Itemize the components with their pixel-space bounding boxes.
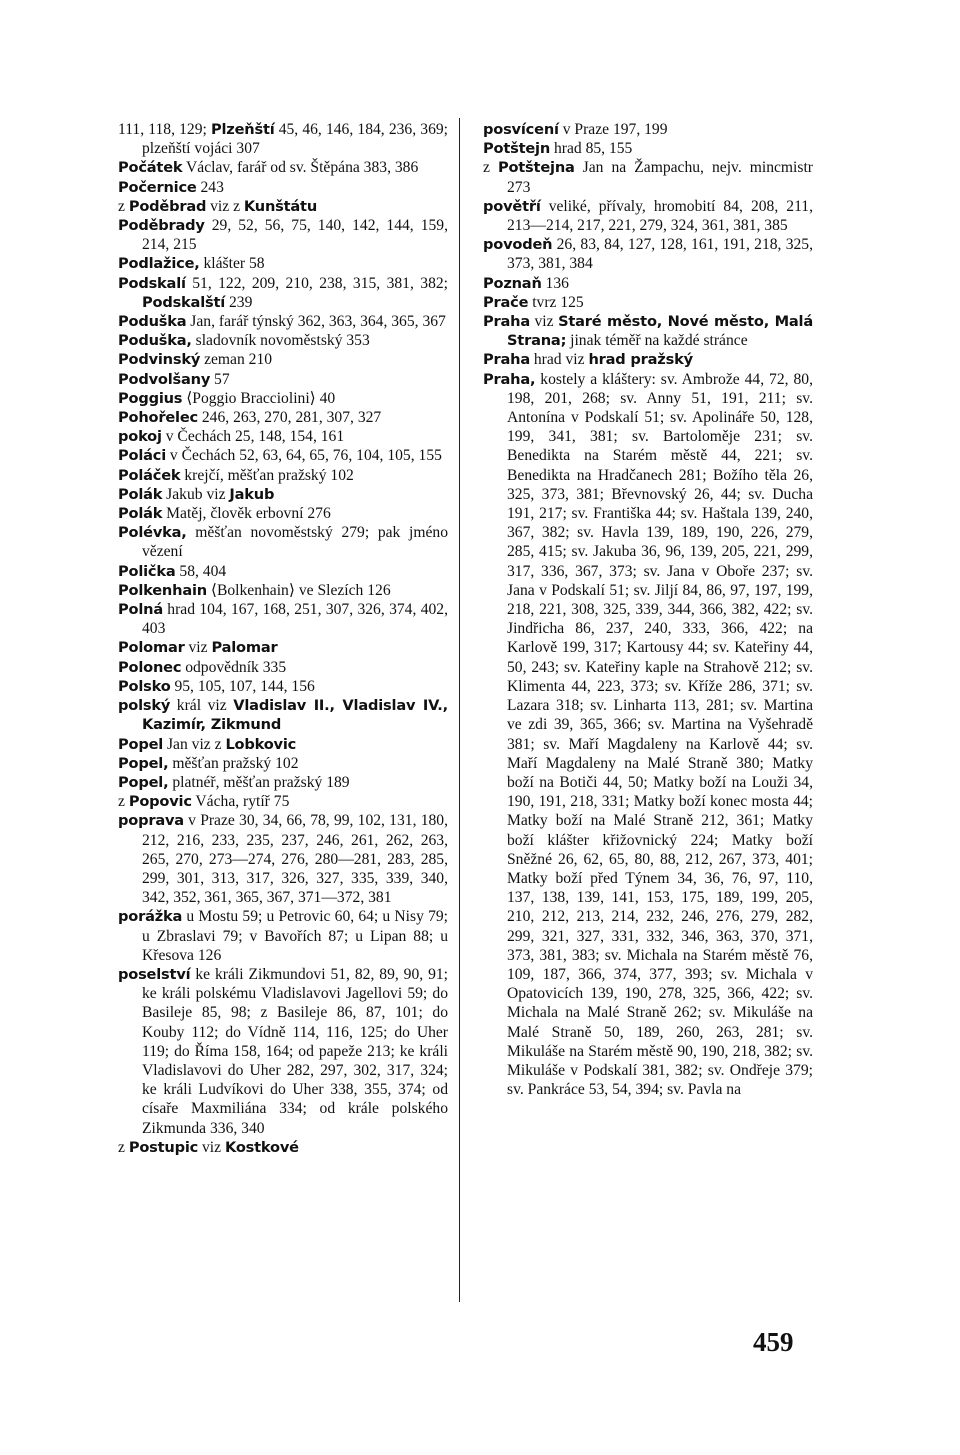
entry-headword: Pohořelec	[118, 409, 198, 427]
index-entry	[483, 120, 813, 139]
entry-headword: Polsko	[118, 677, 171, 695]
entry-headword: Popel,	[118, 754, 169, 772]
index-entry	[118, 331, 448, 350]
entry-text: v Čechách 25, 148, 154, 161	[161, 428, 345, 446]
index-entry	[118, 350, 448, 369]
index-entry	[118, 562, 448, 581]
page-number: 459	[753, 1327, 794, 1357]
index-entry	[483, 293, 813, 312]
index-entry	[118, 754, 448, 773]
entry-text: u Mostu 59; u Petrovic 60, 64; u Nisy 79; u Zbraslavi 79; v Bavořích 87; u Lipan 88; u Křesova 126	[142, 908, 448, 964]
entry-headword: poselství	[118, 965, 191, 983]
entry-headword: Podlažice,	[118, 255, 200, 273]
entry-text: Jan viz z	[163, 735, 226, 753]
entry-text: Jan na Žampachu, nejv. mincmistr 273	[507, 159, 813, 196]
entry-headword: posvícení	[483, 121, 559, 138]
index-entry	[118, 254, 448, 273]
entry-text: 51, 122, 209, 210, 238, 315, 381, 382;	[185, 274, 448, 292]
entry-headword: pokoj	[118, 428, 162, 446]
index-entry	[118, 197, 448, 216]
entry-text: z	[483, 159, 498, 177]
entry-headword: poprava	[118, 812, 184, 830]
index-entry	[118, 638, 448, 657]
entry-text: Jakub viz	[162, 485, 230, 503]
entry-text: hrad viz	[529, 351, 589, 369]
entry-headword: Polévka,	[118, 524, 187, 542]
entry-headword: Polkenhain	[118, 581, 207, 599]
entry-headword: Podvolšany	[118, 370, 211, 388]
entry-text: v Čechách 52, 63, 64, 65, 76, 104, 105, 155	[166, 447, 442, 465]
index-entry	[483, 274, 813, 293]
index-entry	[118, 792, 448, 811]
entry-headword: povodeň	[483, 236, 553, 254]
index-entry	[483, 235, 813, 273]
entry-text: zeman 210	[200, 351, 273, 369]
entry-text: ⟨Poggio Bracciolini⟩ 40	[182, 389, 336, 407]
index-entry	[118, 446, 448, 465]
index-entry	[118, 811, 448, 907]
entry-text: platnéř, měšťan pražský 189	[168, 773, 350, 791]
entry-headword: Vladislav II., Vladislav IV., Kazimír, Zikmund	[142, 697, 448, 734]
entry-text: viz z	[206, 197, 244, 215]
index-entry	[483, 350, 813, 369]
entry-headword: Kunštátu	[243, 197, 318, 215]
entry-headword: Poduška	[118, 313, 187, 331]
index-entry	[118, 735, 448, 754]
entry-headword: Podskalí	[118, 274, 186, 292]
left-index-column	[118, 120, 448, 1157]
entry-headword: Kostkové	[224, 1138, 299, 1156]
entry-text: 239	[225, 293, 253, 311]
index-entry	[483, 158, 813, 196]
entry-headword: Popovic	[128, 793, 192, 811]
entry-headword: Poděbrady	[118, 217, 205, 235]
entry-text: jinak téměř na každé stránce	[566, 332, 748, 350]
right-index-column	[483, 120, 813, 1099]
entry-text: odpovědník 335	[181, 658, 287, 676]
entry-headword: Jakub	[229, 485, 275, 503]
index-entry	[118, 274, 448, 312]
entry-text: viz	[529, 313, 559, 331]
index-entry	[118, 370, 448, 389]
entry-headword: Poznaň	[483, 274, 542, 292]
entry-headword: povětří	[483, 197, 541, 215]
entry-headword: porážka	[118, 908, 183, 926]
entry-text: z	[118, 197, 129, 215]
entry-text: Vácha, rytíř 75	[191, 793, 290, 811]
entry-text: viz	[198, 1138, 225, 1156]
entry-text: hrad 85, 155	[550, 140, 633, 158]
entry-headword: Počátek	[118, 159, 183, 177]
index-entry	[483, 139, 813, 158]
entry-headword: polský	[118, 697, 171, 715]
entry-headword: Polomar	[118, 639, 185, 657]
index-entry	[118, 312, 448, 331]
entry-text: z	[118, 1138, 129, 1156]
entry-text: 45, 46, 146, 184, 236, 369; plzeňští vojáci 307	[142, 121, 448, 158]
entry-text: 26, 83, 84, 127, 128, 161, 191, 218, 325, 373, 381, 384	[507, 236, 813, 273]
index-entry	[118, 485, 448, 504]
entry-headword: Plzeňští	[211, 121, 275, 138]
entry-text: 136	[541, 274, 569, 292]
entry-headword: Poláček	[118, 466, 181, 484]
entry-text: tvrz 125	[528, 293, 584, 311]
index-entry	[118, 696, 448, 734]
index-entry	[118, 120, 448, 158]
entry-text: ke králi Zikmundovi 51, 82, 89, 90, 91; ke králi polskému Vladislavovi Jagellovi 59; do Basileje 85, 98; z Basileje 86, 87, 101; do Kouby 112; do Vídně 114, 116, 125; do Uher 119; do Říma 158, 164; od papeže 213; ke králi Vladislavovi do Uher 282, 297, 302, 317, 324; ke králi Ludvíkovi do Uher 338, 355, 374; od císaře Maxmiliána 334; od krále polského Zikmunda 336, 340	[142, 965, 448, 1137]
entry-text: měšťan novoměstský 279; pak jméno vězení	[142, 524, 448, 561]
entry-headword: Podskalští	[142, 293, 226, 311]
index-entry	[118, 773, 448, 792]
index-entry	[483, 197, 813, 235]
entry-text: 58, 404	[175, 562, 227, 580]
entry-headword: Popel,	[118, 773, 169, 791]
entry-text: viz	[184, 639, 212, 657]
index-entry	[118, 178, 448, 197]
index-entry	[118, 427, 448, 446]
entry-text: v Praze 197, 199	[558, 121, 668, 138]
entry-headword: Lobkovic	[225, 735, 297, 753]
index-entry	[118, 389, 448, 408]
entry-headword: Potštejn	[483, 140, 551, 158]
entry-headword: hrad pražský	[588, 351, 693, 369]
entry-text: v Praze 30, 34, 66, 78, 99, 102, 131, 180, 212, 216, 233, 235, 237, 246, 261, 262, 263, 265, 270, 273—274, 276, 280—281, 283, 285, 299, 301, 313, 317, 326, 327, 335, 339, 340, 342, 352, 361, 365, 367, 371—372, 381	[142, 812, 448, 907]
entry-headword: Poděbrad	[128, 197, 207, 215]
index-entry	[483, 312, 813, 350]
index-entry	[118, 504, 448, 523]
entry-headword: Praha,	[483, 370, 536, 388]
entry-headword: Popel	[118, 735, 164, 753]
index-entry	[118, 658, 448, 677]
entry-text: veliké, přívaly, hromobití 84, 208, 211, 213—214, 217, 221, 279, 324, 361, 381, 385	[507, 197, 813, 235]
entry-headword: Praha	[483, 313, 530, 331]
entry-text: klášter 58	[199, 255, 265, 273]
entry-text: 95, 105, 107, 144, 156	[170, 677, 315, 695]
entry-text: sladovník novoměstský 353	[191, 332, 370, 350]
entry-headword: Potštejna	[497, 159, 575, 177]
index-entry	[118, 523, 448, 561]
index-entry	[118, 965, 448, 1138]
entry-text: 57	[210, 370, 230, 388]
entry-headword: Prače	[483, 293, 529, 311]
entry-text: 29, 52, 56, 75, 140, 142, 144, 159, 214, 215	[142, 217, 448, 254]
index-entry	[118, 907, 448, 965]
entry-text: ⟨Bolkenhain⟩ ve Slezích 126	[206, 581, 391, 599]
entry-headword: Poduška,	[118, 332, 192, 350]
entry-headword: Postupic	[128, 1138, 199, 1156]
entry-text: 111, 118, 129;	[118, 121, 211, 138]
entry-headword: Palomar	[211, 639, 278, 657]
index-entry	[483, 370, 813, 1100]
index-entry	[118, 408, 448, 427]
entry-headword: Polák	[118, 485, 163, 503]
entry-headword: Počernice	[118, 178, 197, 196]
index-entry	[118, 466, 448, 485]
index-entry	[118, 600, 448, 638]
entry-headword: Staré město, Nové město, Malá Strana;	[507, 313, 813, 350]
entry-text: 246, 263, 270, 281, 307, 327	[197, 409, 382, 427]
entry-headword: Polonec	[118, 658, 182, 676]
entry-text: Václav, farář od sv. Štěpána 383, 386	[182, 159, 419, 177]
entry-headword: Polná	[118, 601, 163, 619]
entry-headword: Polička	[118, 562, 176, 580]
entry-headword: Praha	[483, 351, 530, 369]
entry-headword: Polák	[118, 505, 163, 523]
entry-text: 243	[196, 178, 224, 196]
entry-headword: Podvinský	[118, 351, 201, 369]
index-entry	[118, 677, 448, 696]
entry-text: Matěj, člověk erbovní 276	[162, 505, 331, 523]
entry-headword: Poláci	[118, 447, 167, 465]
index-entry	[118, 581, 448, 600]
entry-text: král viz	[170, 697, 234, 715]
column-divider	[459, 118, 460, 1302]
entry-text: krejčí, měšťan pražský 102	[180, 466, 354, 484]
entry-text: Jan, farář týnský 362, 363, 364, 365, 367	[186, 313, 446, 331]
entry-text: z	[118, 793, 129, 811]
index-entry	[118, 216, 448, 254]
entry-text: měšťan pražský 102	[168, 754, 299, 772]
entry-text: hrad 104, 167, 168, 251, 307, 326, 374, 402, 403	[142, 601, 448, 638]
entry-text: kostely a kláštery: sv. Ambrože 44, 72, 80, 198, 201, 268; sv. Anny 51, 191, 211; sv. Antonína v Podskalí 51; sv. Apolináře 50, 128, 199, 341, 381; sv. Bartoloměje 231; sv. Benedikta na Starém městě 44, 221; sv. Benedikta na Hradčanech 281; Božího těla 26, 325, 373, 381; Břevnovský 26, 44; sv. Ducha 191, 217; sv. Františka 44; sv. Haštala 139, 240, 367, 382; sv. Havla 139, 189, 190, 226, 279, 285, 415; sv. Jakuba 36, 96, 139, 205, 221, 299, 317, 336, 367, 373; sv. Jana v Oboře 237; sv. Jana v Podskalí 51; sv. Jiljí 84, 86, 97, 197, 199, 218, 221, 308, 325, 339, 344, 366, 382, 422; sv. Jindřicha 86, 237, 240, 333, 366, 422; na Karlově 199, 317; Kartousy 44; sv. Kateřiny 44, 50, 243; sv. Kateřiny kaple na Strahově 212; sv. Klimenta 44, 223, 373; sv. Kříže 286, 371; sv. Lazara 318; sv. Linharta 113, 281; sv. Martina ve zdi 39, 365, 366; sv. Martina na Vyšehradě 381; sv. Maří Magdaleny na Karlově 44; sv. Maří Magdaleny na Malé Straně 380; Matky boží na Botiči 44, 50; Matky boží na Louži 34, 190, 191, 218, 331; Matky boží konec mosta 44; Matky boží na Malé Straně 212, 361; Matky boží klášter křižovnický 224; Matky boží Sněžné 26, 62, 65, 80, 88, 212, 267, 373, 401; Matky boží před Týnem 34, 36, 76, 97, 110, 137, 138, 139, 141, 153, 175, 189, 199, 205, 210, 212, 213, 214, 232, 246, 276, 279, 282, 299, 321, 327, 331, 332, 346, 363, 370, 371, 373, 381, 383; sv. Michala na Starém městě 76, 109, 187, 366, 374, 377, 393; sv. Michala v Opatovicích 139, 190, 278, 325, 366, 422; sv. Michala na Malé Straně 262; sv. Mikuláše na Malé Straně 50, 189, 260, 263, 281; sv. Mikuláše na Starém městě 90, 190, 218, 382; sv. Mikuláše v Podskalí 381, 382; sv. Ondřeje 379; sv. Pankráce 53, 54, 394; sv. Pavla na	[507, 370, 813, 1099]
index-entry	[118, 158, 448, 177]
index-entry	[118, 1138, 448, 1157]
entry-headword: Poggius	[118, 389, 183, 407]
